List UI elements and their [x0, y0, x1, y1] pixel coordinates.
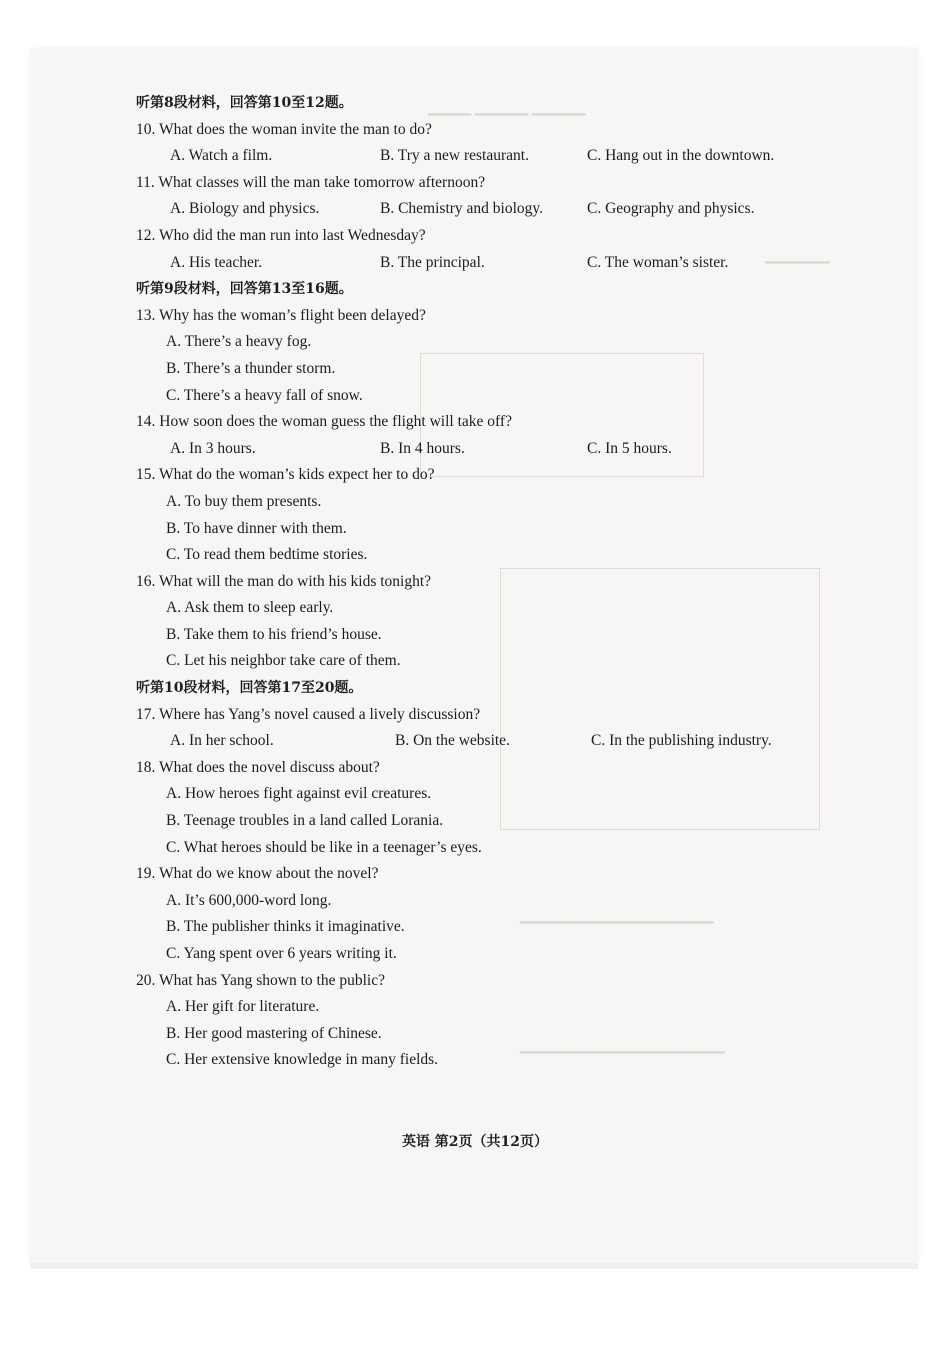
option-c: C. The woman’s sister.	[587, 253, 729, 271]
option-c: C. In the publishing industry.	[591, 732, 772, 750]
option-a: A. His teacher.	[170, 253, 263, 271]
option-b: B. To have dinner with them.	[166, 519, 347, 537]
option-a: A. It’s 600,000-word long.	[166, 891, 332, 909]
option-c: C. Yang spent over 6 years writing it.	[166, 945, 397, 962]
option-b: B. Chemistry and biology.	[380, 200, 544, 218]
question-stem: 19. What do we know about the novel?	[136, 865, 379, 883]
options-row	[136, 250, 826, 277]
option-a: A. Watch a film.	[170, 147, 273, 165]
option-a: A. To buy them presents.	[166, 492, 322, 510]
options-row	[136, 143, 826, 170]
option-c: C. There’s a heavy fall of snow.	[166, 386, 363, 404]
option-c: C. Geography and physics.	[587, 200, 755, 218]
bleed-through-text: ▁▁▁▁▁▁▁▁▁▁▁▁▁▁▁▁▁▁▁	[520, 1039, 725, 1054]
options-row	[136, 196, 826, 223]
scan-edge	[30, 1263, 918, 1269]
section-heading: 听第10段材料，回答第17至20题。	[136, 680, 363, 697]
option-a: A. In her school.	[170, 732, 274, 750]
option-c: C. To read them bedtime stories.	[166, 546, 368, 564]
option-c: C. Her extensive knowledge in many fields.	[166, 1051, 439, 1069]
question-stem: 13. Why has the woman’s flight been delayed?	[136, 306, 426, 324]
section-heading: 听第8段材料，回答第10至12题。	[136, 95, 353, 111]
option-b: B. The principal.	[380, 253, 485, 271]
option-b: B. The publisher thinks it imaginative.	[166, 918, 405, 936]
option-b: B. Teenage troubles in a land called Lorania.	[166, 812, 444, 830]
option-a: A. Ask them to sleep early.	[166, 599, 334, 617]
option-b: B. On the website.	[395, 732, 510, 750]
question-stem: 20. What has Yang shown to the public?	[136, 971, 385, 989]
option-b: B. Try a new restaurant.	[380, 147, 529, 165]
option-b: B. Take them to his friend’s house.	[166, 625, 382, 643]
question-stem: 14. How soon does the woman guess the flight will take off?	[136, 413, 512, 431]
options-row	[136, 436, 826, 463]
question-stem: 18. What does the novel discuss about?	[136, 758, 380, 776]
bleed-through-text: ▁▁▁▁▁▁▁▁▁▁▁▁▁▁▁▁▁▁	[520, 909, 714, 924]
option-a: A. There’s a heavy fog.	[166, 333, 312, 351]
question-list	[136, 90, 826, 1074]
question-stem: 10. What does the woman invite the man to do?	[136, 120, 432, 138]
question-stem: 16. What will the man do with his kids tonight?	[136, 572, 432, 590]
option-c: C. What heroes should be like in a teenager’s eyes.	[166, 838, 482, 856]
option-b: B. In 4 hours.	[380, 439, 465, 457]
option-c: C. In 5 hours.	[587, 439, 672, 457]
bleed-through-text: ▁▁▁▁▁▁	[765, 249, 830, 264]
option-a: A. How heroes fight against evil creatures.	[166, 785, 432, 803]
option-a: A. In 3 hours.	[170, 439, 256, 457]
option-b: B. There’s a thunder storm.	[166, 359, 336, 377]
option-c: C. Let his neighbor take care of them.	[166, 652, 401, 670]
question-stem: 11. What classes will the man take tomorrow afternoon?	[136, 173, 486, 191]
question-stem: 12. Who did the man run into last Wednesday?	[136, 226, 426, 244]
options-row	[136, 728, 826, 755]
page-footer: 英语 第2页（共12页）	[401, 1134, 549, 1150]
option-a: A. Her gift for literature.	[166, 998, 320, 1016]
option-c: C. Hang out in the downtown.	[587, 147, 775, 165]
section-heading: 听第9段材料，回答第13至16题。	[136, 281, 353, 298]
option-b: B. Her good mastering of Chinese.	[166, 1024, 382, 1042]
question-stem: 17. Where has Yang’s novel caused a lively discussion?	[136, 705, 481, 723]
option-a: A. Biology and physics.	[170, 200, 320, 218]
question-stem: 15. What do the woman’s kids expect her to do?	[136, 466, 435, 484]
bleed-through-text: ▁▁▁▁ ▁▁▁▁▁ ▁▁▁▁▁	[428, 101, 586, 116]
